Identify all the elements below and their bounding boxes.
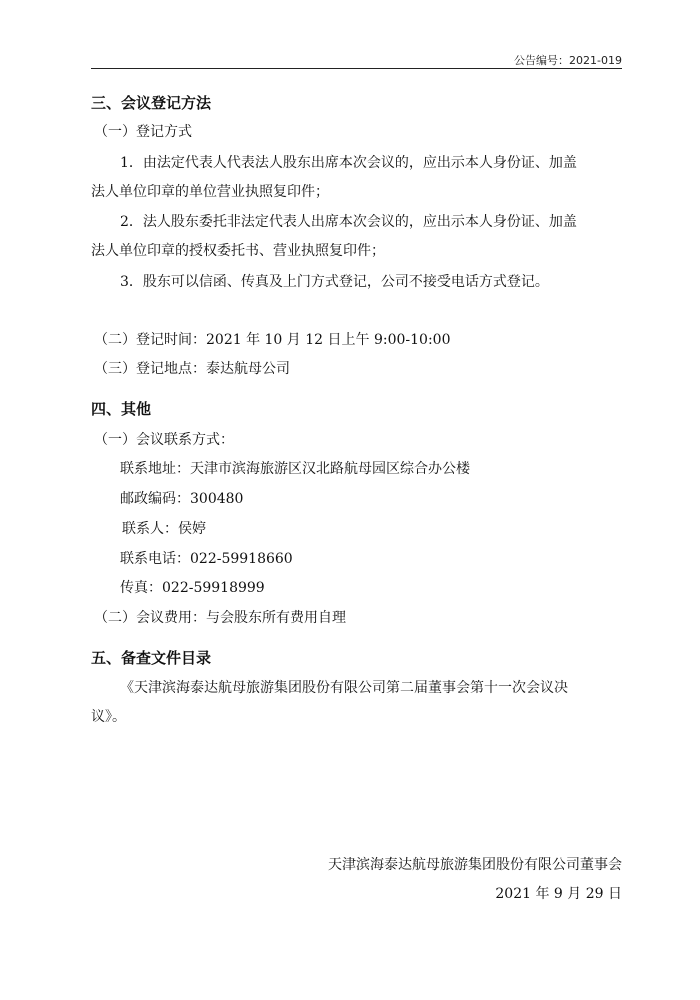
registration-item-1-line-2: 法人单位印章的单位营业执照复印件； (91, 184, 329, 200)
registration-item-1-line-1: 1．由法定代表人代表法人股东出席本次会议的，应出示本人身份证、加盖 (120, 155, 577, 171)
reference-document-line-1: 《天津滨海泰达航母旅游集团股份有限公司第二届董事会第十一次会议决 (120, 680, 568, 696)
contact-address: 联系地址：天津市滨海旅游区汉北路航母园区综合办公楼 (120, 461, 470, 477)
contact-fax: 传真：022-59918999 (120, 580, 265, 596)
contact-postcode: 邮政编码：300480 (120, 491, 244, 507)
announcement-number: 公告编号：2021-019 (514, 54, 622, 67)
contact-phone: 联系电话：022-59918660 (120, 551, 293, 567)
registration-location: （三）登记地点：泰达航母公司 (94, 361, 290, 377)
contact-person: 联系人：侯婷 (122, 521, 206, 537)
reference-document-line-2: 议》。 (91, 709, 126, 725)
signature-organization: 天津滨海泰达航母旅游集团股份有限公司董事会 (328, 857, 622, 873)
contact-info-subheading: （一）会议联系方式： (94, 432, 234, 448)
registration-method-subheading: （一）登记方式 (94, 124, 192, 140)
meeting-expenses: （二）会议费用：与会股东所有费用自理 (94, 610, 346, 626)
section-5-heading: 五、备查文件目录 (91, 649, 212, 667)
section-3-heading: 三、会议登记方法 (91, 94, 212, 112)
registration-item-3: 3．股东可以信函、传真及上门方式登记，公司不接受电话方式登记。 (120, 274, 549, 290)
registration-item-2-line-2: 法人单位印章的授权委托书、营业执照复印件； (91, 243, 385, 259)
registration-time: （二）登记时间：2021 年 10 月 12 日上午 9:00-10:00 (94, 332, 451, 348)
header-divider (91, 68, 622, 69)
registration-item-2-line-1: 2．法人股东委托非法定代表人出席本次会议的，应出示本人身份证、加盖 (120, 214, 577, 230)
signature-date: 2021 年 9 月 29 日 (495, 886, 622, 902)
section-4-heading: 四、其他 (91, 400, 152, 418)
